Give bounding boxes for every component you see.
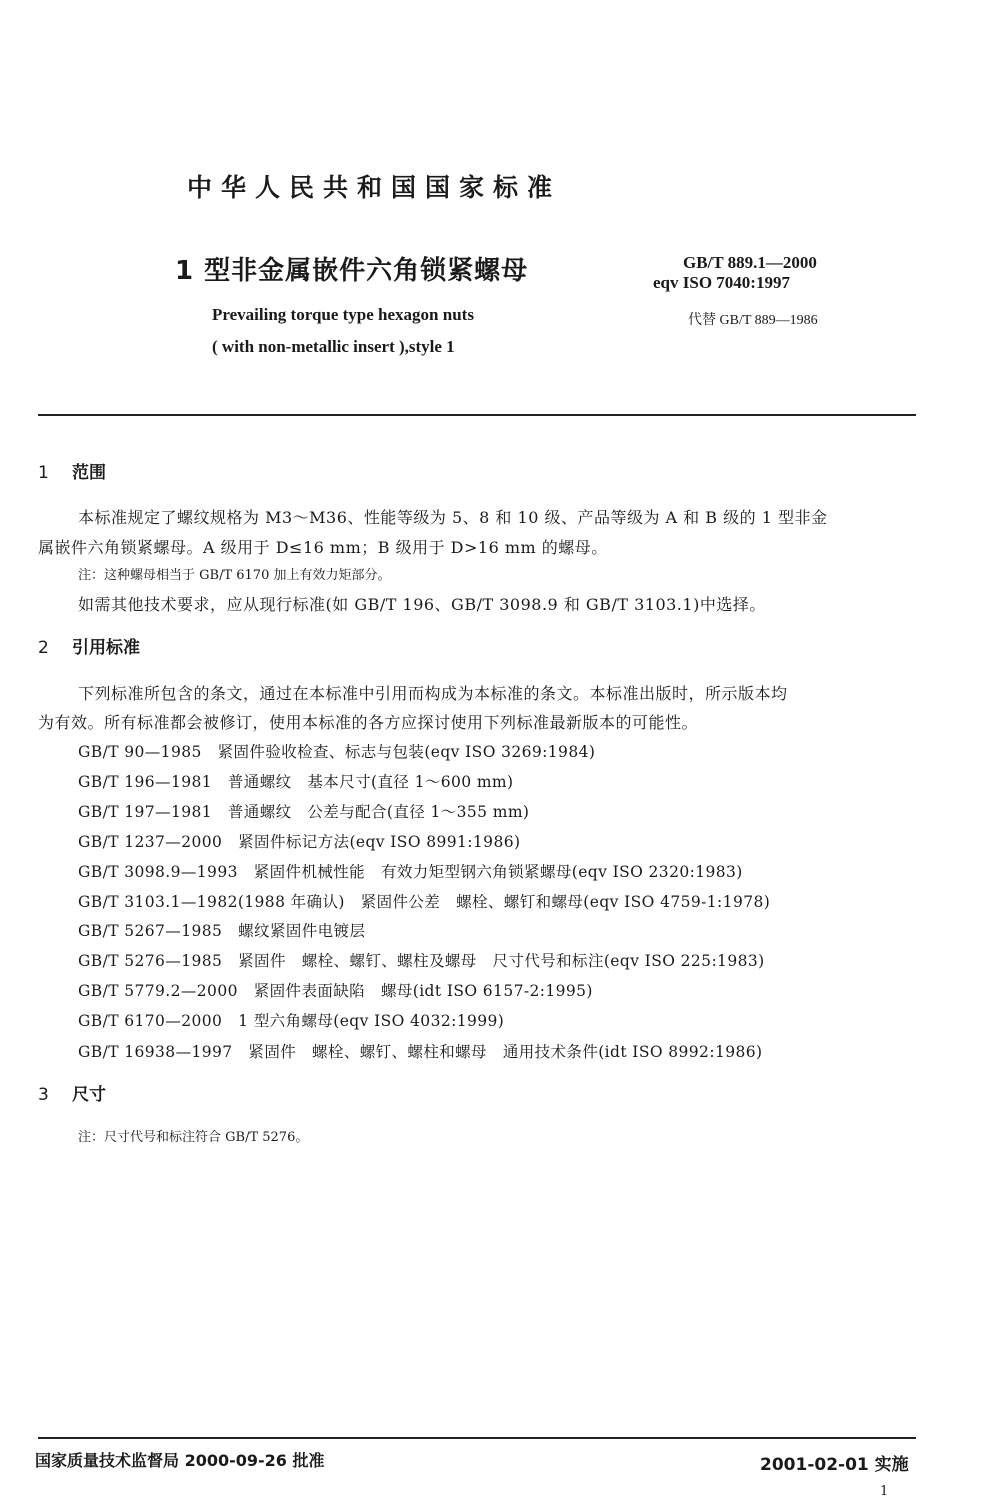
page-number: 1 [880, 1484, 889, 1499]
reference-item: GB/T 5779.2—2000 紧固件表面缺陷 螺母(idt ISO 6157-2:1995) [78, 982, 593, 1000]
section-2-heading [38, 633, 140, 658]
standard-code: GB/T 889.1—2000 [683, 253, 817, 272]
reference-item: GB/T 6170—2000 1 型六角螺母(eqv ISO 4032:1999) [78, 1012, 505, 1030]
section-1-note: 注：这种螺母相当于 GB/T 6170 加上有效力矩部分。 [78, 568, 391, 583]
reference-item: GB/T 3103.1—1982(1988 年确认) 紧固件公差 螺栓、螺钉和螺母(eqv ISO 4759-1:1978) [78, 893, 771, 911]
section-2-paragraph-line2: 为有效。所有标准都会被修订，使用本标准的各方应探讨使用下列标准最新版本的可能性。 [38, 713, 699, 732]
section-1-heading [38, 458, 106, 483]
national-standard-header: 中华人民共和国国家标准 [187, 173, 562, 202]
section-3-heading [38, 1080, 106, 1105]
section-1-paragraph-2: 如需其他技术要求，应从现行标准(如 GB/T 196、GB/T 3098.9 和 GB/T 3103.1)中选择。 [78, 595, 766, 614]
header-divider [38, 414, 916, 416]
section-3-note: 注：尺寸代号和标注符合 GB/T 5276。 [78, 1130, 309, 1145]
reference-item: GB/T 5276—1985 紧固件 螺栓、螺钉、螺柱及螺母 尺寸代号和标注(eqv ISO 225:1983) [78, 952, 765, 970]
section-3-number: 3 [38, 1085, 49, 1105]
section-1-paragraph-line2: 属嵌件六角锁紧螺母。A 级用于 D≤16 mm；B 级用于 D>16 mm 的螺母。 [38, 538, 608, 557]
reference-item: GB/T 197—1981 普通螺纹 公差与配合(直径 1～355 mm) [78, 803, 530, 821]
section-3-title: 尺寸 [72, 1085, 106, 1105]
reference-item: GB/T 16938—1997 紧固件 螺栓、螺钉、螺柱和螺母 通用技术条件(idt ISO 8992:1986) [78, 1043, 763, 1061]
reference-item: GB/T 196—1981 普通螺纹 基本尺寸(直径 1～600 mm) [78, 773, 514, 791]
standard-replaces: 代替 GB/T 889—1986 [688, 313, 818, 328]
section-2-paragraph-line1: 下列标准所包含的条文，通过在本标准中引用而构成为本标准的条文。本标准出版时，所示版本均 [78, 684, 788, 703]
section-1-title: 范围 [72, 463, 106, 483]
approval-date: 国家质量技术监督局 2000-09-26 批准 [35, 1451, 325, 1470]
section-1-paragraph-line1: 本标准规定了螺纹规格为 M3～M36、性能等级为 5、8 和 10 级、产品等级为 A 和 B 级的 1 型非金 [78, 508, 828, 527]
document-title-en-line2: ( with non-metallic insert ),style 1 [212, 337, 455, 356]
effective-date: 2001-02-01 实施 [760, 1455, 909, 1475]
section-2-title: 引用标准 [72, 638, 140, 658]
reference-item: GB/T 5267—1985 螺纹紧固件电镀层 [78, 922, 366, 940]
section-1-number: 1 [38, 463, 49, 483]
document-title-zh: 1 型非金属嵌件六角锁紧螺母 [175, 256, 529, 286]
footer-divider [38, 1437, 916, 1439]
reference-item: GB/T 3098.9—1993 紧固件机械性能 有效力矩型钢六角锁紧螺母(eqv ISO 2320:1983) [78, 863, 743, 881]
standard-equivalent: eqv ISO 7040:1997 [653, 273, 790, 292]
reference-item: GB/T 90—1985 紧固件验收检查、标志与包装(eqv ISO 3269:1984) [78, 743, 596, 761]
section-2-number: 2 [38, 638, 49, 658]
document-title-en-line1: Prevailing torque type hexagon nuts [212, 305, 474, 324]
reference-item: GB/T 1237—2000 紧固件标记方法(eqv ISO 8991:1986) [78, 833, 521, 851]
